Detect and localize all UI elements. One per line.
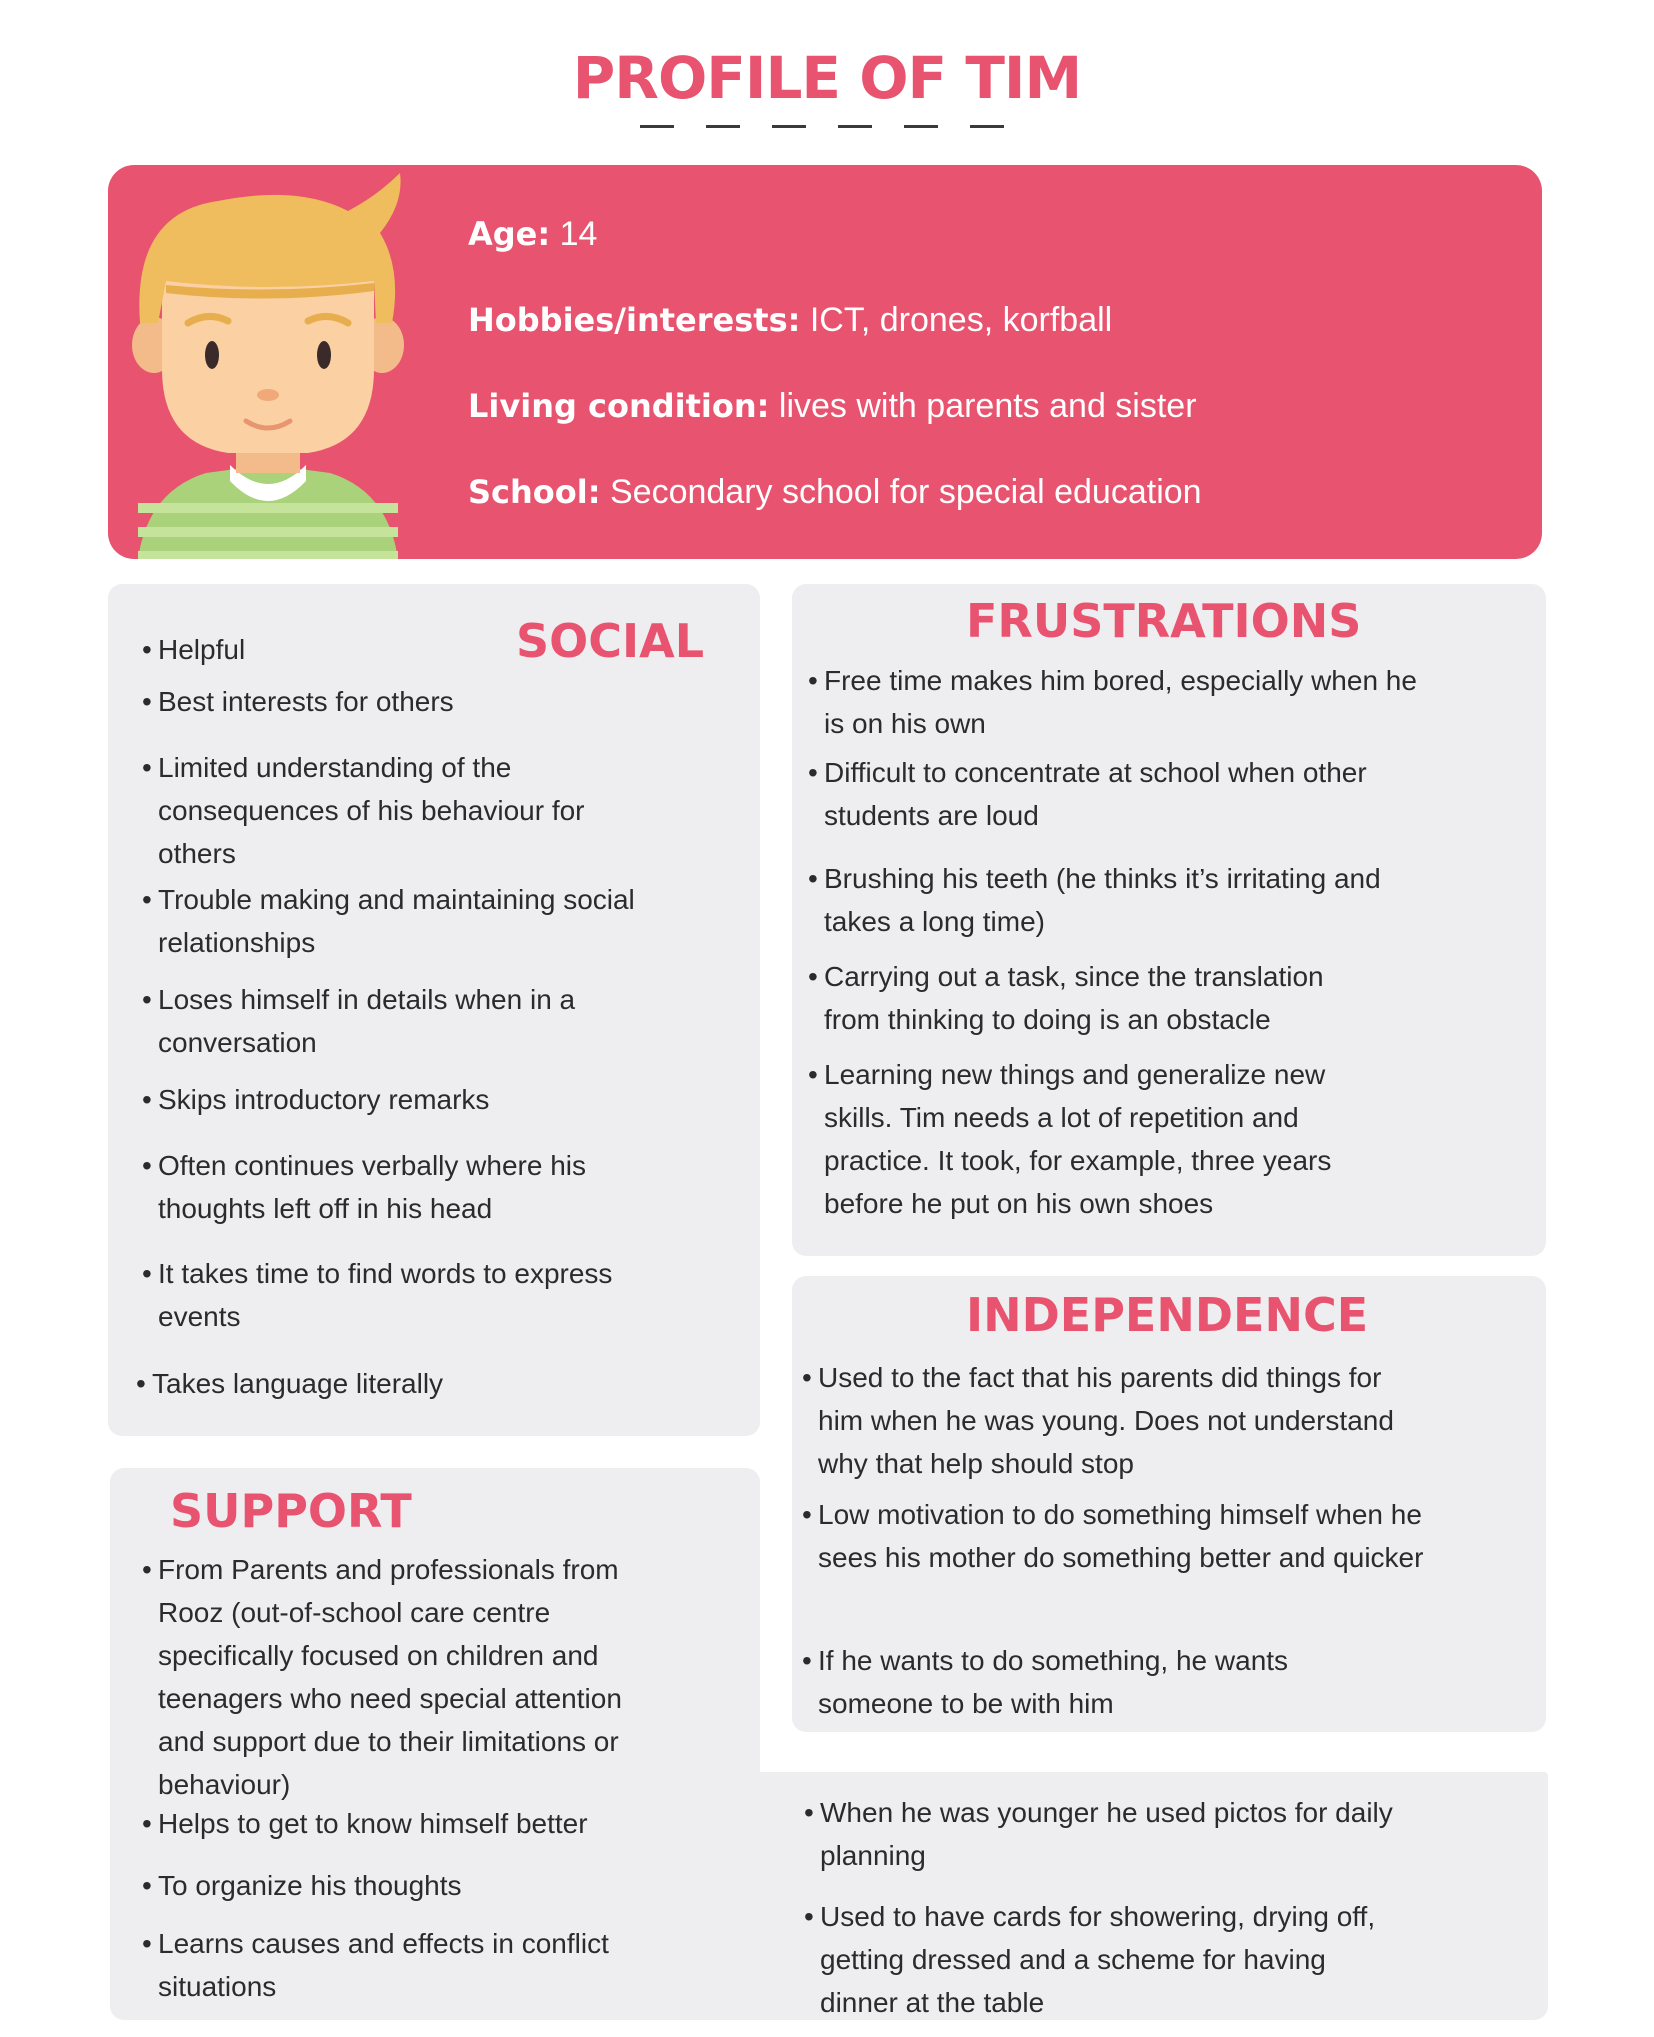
profile-info (468, 215, 1202, 559)
living-row (468, 387, 1202, 473)
profile-header (108, 165, 1542, 559)
independence-item: • If he wants to do something, he wants someone to be with him (802, 1645, 1289, 1719)
support-item: • To organize his thoughts (142, 1870, 462, 1901)
page-title: PROFILE OF TIM (572, 44, 1082, 112)
frustrations-item: • Brushing his teeth (he thinks it’s irritating and takes a long time) (808, 863, 1381, 937)
support-item: • From Parents and professionals from Rooz (out-of-school care centre specifically focused on children and teenagers who need special attention and support due to their limitations or behaviour) (142, 1554, 622, 1800)
school-row (468, 473, 1202, 559)
living-value: lives with parents and sister (778, 387, 1197, 425)
social-item: • Takes language literally (136, 1368, 444, 1399)
support-item: • Helps to get to know himself better (142, 1808, 588, 1839)
social-item: • Limited understanding of the consequences of his behaviour for others (142, 752, 585, 869)
independence-item: • Used to the fact that his parents did things for him when he was young. Does not understand why that help should stop (802, 1362, 1394, 1479)
social-item: • Trouble making and maintaining social relationships (142, 884, 635, 958)
hobbies-row (468, 301, 1202, 387)
age-label: Age: (468, 215, 551, 253)
boy-avatar-icon (118, 173, 418, 559)
social-item: • It takes time to find words to express events (142, 1258, 613, 1332)
support-item: • Learns causes and effects in conflict situations (142, 1928, 609, 2002)
frustrations-item: • Difficult to concentrate at school when other students are loud (808, 757, 1367, 831)
independence-item: • Low motivation to do something himself when he sees his mother do something better and quicker (802, 1499, 1424, 1573)
title-divider (640, 125, 1010, 129)
hobbies-label: Hobbies/interests: (468, 301, 801, 339)
age-row (468, 215, 1202, 301)
living-label: Living condition: (468, 387, 770, 425)
frustrations-item: • Carrying out a task, since the translation from thinking to doing is an obstacle (808, 961, 1324, 1035)
independence-heading: INDEPENDENCE (966, 1288, 1369, 1342)
social-item: • Loses himself in details when in a conversation (142, 984, 576, 1058)
support-item: • Used to have cards for showering, drying off, getting dressed and a scheme for having dinner at the table (804, 1901, 1376, 2018)
school-label: School: (468, 473, 601, 511)
social-item: • Skips introductory remarks (142, 1084, 490, 1115)
school-value: Secondary school for special education (609, 473, 1202, 511)
social-heading: SOCIAL (516, 614, 705, 668)
social-item: • Best interests for others (142, 686, 454, 717)
support-heading: SUPPORT (170, 1484, 412, 1538)
support-item: • When he was younger he used pictos for daily planning (804, 1797, 1393, 1871)
hobbies-value: ICT, drones, korfball (809, 301, 1113, 339)
social-item: • Often continues verbally where his thoughts left off in his head (142, 1150, 586, 1224)
frustrations-item: • Free time makes him bored, especially when he is on his own (808, 665, 1417, 739)
social-item: • Helpful (142, 634, 246, 665)
frustrations-item: • Learning new things and generalize new skills. Tim needs a lot of repetition and practice. It took, for example, three years before he put on his own shoes (808, 1059, 1332, 1219)
age-value: 14 (559, 215, 598, 253)
frustrations-heading: FRUSTRATIONS (966, 594, 1362, 648)
